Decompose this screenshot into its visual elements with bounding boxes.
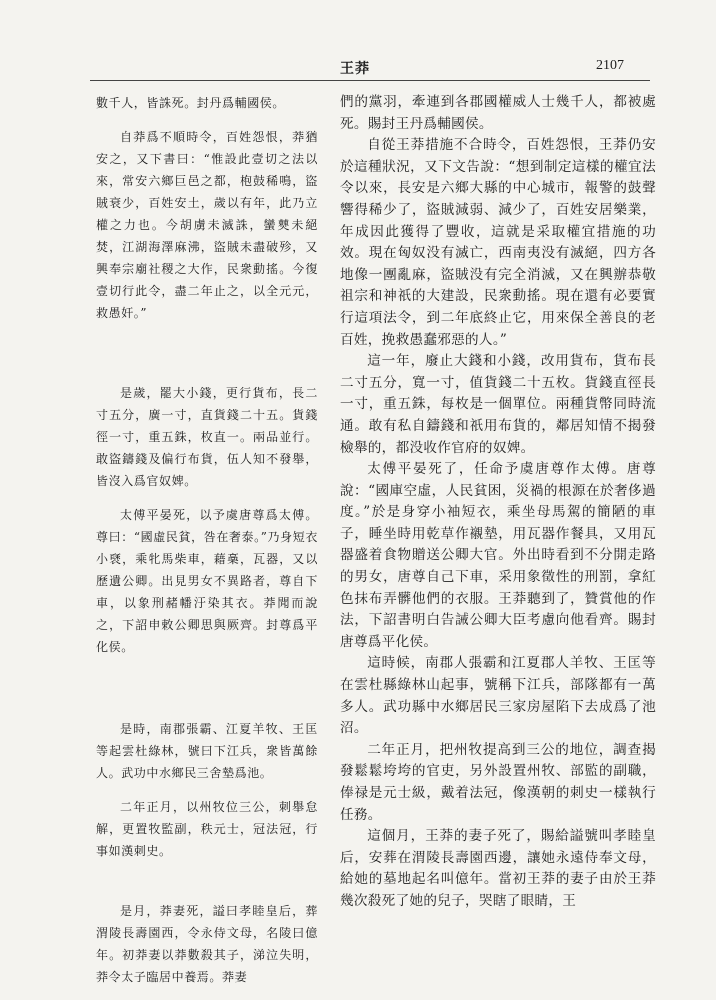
translation-paragraph-6: 二年正月，把州牧提高到三公的地位，調查揭發鬆鬆垮垮的官吏，另外設置州牧、部監的副職，俸禄是元士級，戴着法冠，像漢朝的刺史一樣執行任務。	[340, 741, 656, 823]
column-spacer	[96, 874, 318, 900]
translation-paragraph-7: 這個月，王莽的妻子死了，賜給謚號叫孝睦皇后，安葬在渭陵長壽園西邊，讓她永遠侍奉文母，給她的墓地起名叫億年。當初王莽的妻子由於王莽幾次殺死了她的兒子，哭瞎了眼睛，王	[340, 828, 656, 909]
classical-paragraph-3: 是歲，罷大小錢，更行貨布，長二寸五分，廣一寸，直貨錢二十五。貨錢徑一寸，重五銖，枚直一。兩品並行。敢盜鑄錢及偏行布貨，伍人知不發舉，皆沒入爲官奴婢。	[96, 386, 318, 488]
classical-paragraph-1: 數千人，皆誅死。封丹爲輔國侯。	[96, 96, 286, 110]
translation-paragraph-1: 們的黨羽，牽連到各郡國權威人士幾千人，都被處死。賜封王丹爲輔國侯。	[340, 94, 656, 132]
classical-paragraph-4: 太傅平晏死，以予虞唐尊爲太傅。尊曰：“國虛民貧，咎在奢泰。”乃身短衣小褎，乘牝馬柴車，藉槀，瓦器，又以歷遺公卿。出見男女不異路者，尊自下車，以象刑赭幡汙染其衣。莽聞而說之，下詔申敕公卿思與厥齊。封尊爲平化侯。	[96, 508, 318, 654]
translation-paragraph-3: 這一年，廢止大錢和小錢，改用貨布，貨布長二寸五分，寬一寸，值貨錢二十五枚。貨錢直徑長一寸，重五銖，每枚是一個單位。兩種貨幣同時流通。敢有私自鑄錢和祇用布貨的，鄰居知情不揭發檢舉的，都没收作官府的奴婢。	[340, 353, 656, 456]
page-number: 2107	[596, 58, 624, 73]
column-spacer	[96, 336, 318, 382]
header-rule	[90, 80, 650, 81]
classical-paragraph-7: 是月，莽妻死，謚曰孝睦皇后，葬渭陵長壽園西，令永侍文母，名陵曰億年。初莽妻以莽數殺其子，涕泣失明，莽令太子臨居中養焉。莽妻	[96, 904, 318, 984]
running-header	[0, 52, 716, 78]
classical-paragraph-5: 是時，南郡張霸、江夏羊牧、王匡等起雲杜綠林，號曰下江兵，衆皆萬餘人。武功中水鄉民三舍墊爲池。	[96, 722, 318, 780]
classical-paragraph-2: 自莽爲不順時令，百姓怨恨，莽猶安之，又下書曰：“惟設此壹切之法以來，常安六鄉巨邑之都，枹鼓稀鳴，盜賊衰少，百姓安土，歲以有年，此乃立權之力也。今胡虜未滅誅，蠻僰未絕焚，江湖海澤麻沸，盜賊未盡破殄，又興奉宗廟社稷之大作，民衆動搖。今復壹切行此令，盡二年止之，以全元元，救愚奸。”	[96, 130, 318, 320]
classical-paragraph-6: 二年正月，以州牧位三公，刺舉怠解，更置牧監副，秩元士，冠法冠，行事如漢刺史。	[96, 800, 318, 858]
translation-paragraph-5: 這時候，南郡人張霸和江夏郡人羊牧、王匡等在雲杜縣綠林山起事，號稱下江兵，部隊都有一萬多人。武功縣中水鄉居民三家房屋陷下去成爲了池沼。	[340, 655, 656, 737]
classical-text-column	[96, 92, 318, 1000]
translation-text-column	[340, 92, 656, 913]
translation-paragraph-2: 自從王莽措施不合時令，百姓怨恨，王莽仍安於這種狀況，又下文告說：“想到制定這樣的權宜法令以來，長安是六鄉大縣的中心城市，報警的鼓聲響得稀少了，盜賊減弱、減少了，百姓安居樂業，年成因此獲得了豐收，這就是采取權宜措施的功效。現在匈奴没有滅亡，西南夷没有滅絕，四方各地像一團亂麻，盜賊没有完全消滅，又在興辦恭敬祖宗和神祇的大建設，民衆動搖。現在還有必要實行這項法令，到二年底終止它，用來保全善良的老百姓，挽救愚蠢邪惡的人。”	[340, 137, 656, 348]
chapter-title: 王莽	[340, 61, 370, 77]
column-spacer	[96, 670, 318, 718]
translation-paragraph-4: 太傅平晏死了，任命予虞唐尊作太傅。唐尊說：“國庫空虛，人民貧困，災禍的根源在於奢侈過度。”於是身穿小袖短衣，乘坐母馬駕的簡陋的車子，睡坐時用乾草作襯墊，用瓦器作餐具，又用瓦器盛着食物贈送公卿大官。外出時看到不分開走路的男女，唐尊自己下車，采用象徵性的刑罰，拿紅色抹布弄髒他們的衣服。王莽聽到了，贊賞他的作法，下詔書明白告誡公卿大臣考慮向他看齊。賜封唐尊爲平化侯。	[340, 461, 656, 650]
